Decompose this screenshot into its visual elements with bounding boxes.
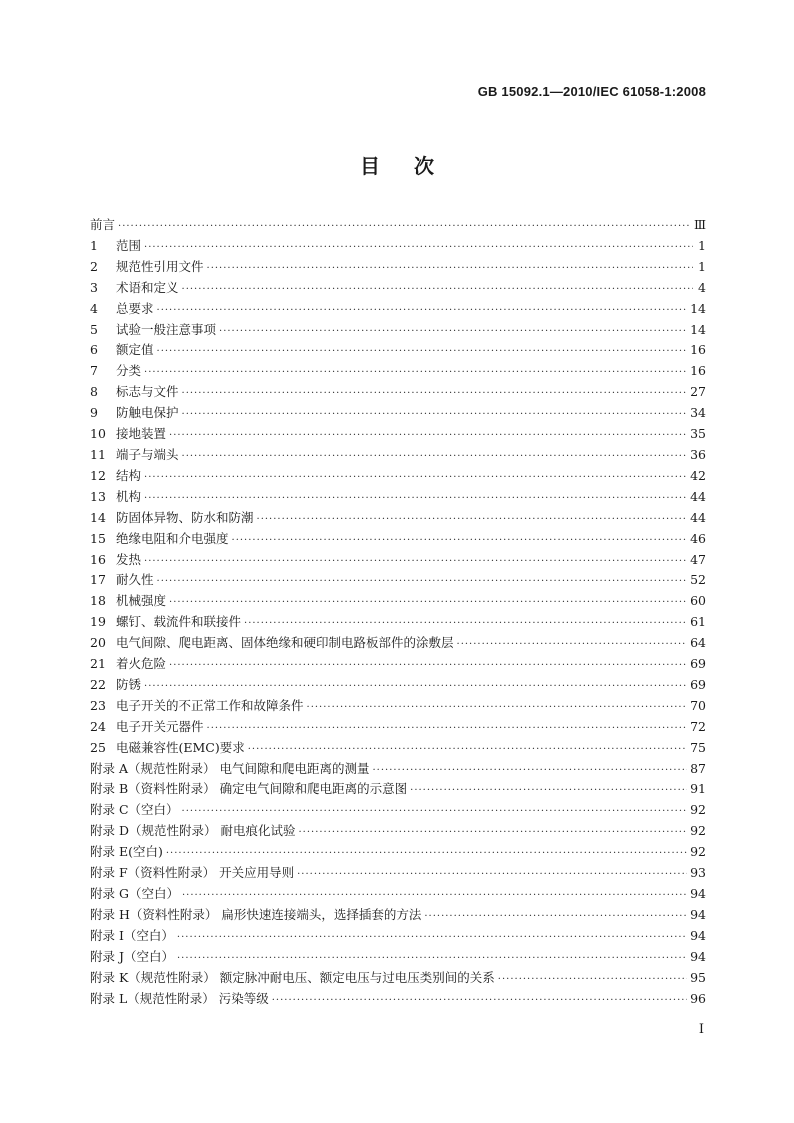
toc-leader-dots bbox=[144, 493, 687, 504]
toc-entry[interactable] bbox=[90, 529, 706, 550]
toc-leader-dots bbox=[307, 702, 688, 713]
toc-entry-number: 12 bbox=[90, 467, 106, 483]
toc-leader-dots bbox=[169, 660, 687, 671]
toc-leader-dots bbox=[182, 284, 693, 295]
toc-leader-dots bbox=[182, 409, 688, 420]
toc-entry-page: 92 bbox=[690, 802, 706, 818]
toc-leader-dots bbox=[219, 326, 687, 337]
toc-leader-dots bbox=[177, 932, 687, 943]
standard-code-header: GB 15092.1—2010/IEC 61058-1:2008 bbox=[477, 84, 706, 99]
toc-entry-number: 17 bbox=[90, 572, 106, 588]
toc-entry-annex[interactable] bbox=[90, 779, 706, 800]
toc-entry-label: 发热 bbox=[116, 551, 142, 567]
toc-entry-page: 42 bbox=[690, 467, 706, 483]
toc-entry-page: 72 bbox=[690, 718, 706, 734]
toc-entry-annex[interactable] bbox=[90, 759, 706, 780]
toc-entry-label: 电气间隙、爬电距离、固体绝缘和硬印制电路板部件的涂敷层 bbox=[116, 635, 454, 651]
toc-entry-number: 14 bbox=[90, 509, 106, 525]
toc-entry[interactable] bbox=[90, 382, 706, 403]
toc-entry-page: 69 bbox=[690, 676, 706, 692]
toc-entry[interactable] bbox=[90, 487, 706, 508]
toc-leader-dots bbox=[182, 806, 688, 817]
toc-leader-dots bbox=[157, 576, 688, 587]
toc-entry-number: 20 bbox=[90, 635, 106, 651]
toc-entry-number: 11 bbox=[90, 446, 106, 462]
toc-leader-dots bbox=[182, 388, 688, 399]
toc-entry-label: 结构 bbox=[116, 467, 142, 483]
toc-entry-label: 电子开关元器件 bbox=[116, 718, 204, 734]
title-char-1: 目 bbox=[360, 154, 380, 178]
toc-entry-label: 附录 F（资料性附录） 开关应用导则 bbox=[90, 865, 295, 881]
toc-entry-page: 44 bbox=[690, 488, 706, 504]
toc-entry-page: 94 bbox=[690, 906, 706, 922]
toc-entry-number: 9 bbox=[90, 405, 98, 421]
toc-entry-label: 电子开关的不正常工作和故障条件 bbox=[116, 697, 304, 713]
toc-entry-label: 额定值 bbox=[116, 342, 154, 358]
toc-entry[interactable] bbox=[90, 424, 706, 445]
toc-leader-dots bbox=[169, 430, 687, 441]
toc-entry[interactable] bbox=[90, 299, 706, 320]
toc-leader-dots bbox=[232, 535, 688, 546]
toc-entry-label: 附录 E(空白) bbox=[90, 844, 163, 860]
toc-entry-page: 91 bbox=[690, 781, 706, 797]
toc-entry-page: 16 bbox=[690, 363, 706, 379]
toc-entry-label: 范围 bbox=[116, 237, 142, 253]
toc-leader-dots bbox=[182, 451, 688, 462]
toc-entry-label: 接地装置 bbox=[116, 426, 167, 442]
toc-leader-dots bbox=[498, 974, 687, 985]
toc-entry-number: 4 bbox=[90, 300, 98, 316]
toc-entry-page: 46 bbox=[690, 530, 706, 546]
toc-entry-number: 13 bbox=[90, 488, 106, 504]
toc-entry-number: 22 bbox=[90, 676, 106, 692]
toc-entry[interactable] bbox=[90, 550, 706, 571]
toc-entry-number: 10 bbox=[90, 426, 106, 442]
table-of-contents bbox=[90, 215, 706, 1009]
toc-entry[interactable] bbox=[90, 340, 706, 361]
toc-leader-dots bbox=[298, 827, 687, 838]
toc-entry-number: 5 bbox=[90, 321, 98, 337]
toc-leader-dots bbox=[144, 556, 687, 567]
toc-leader-dots bbox=[244, 618, 687, 629]
toc-entry-page: 34 bbox=[690, 405, 706, 421]
toc-entry[interactable] bbox=[90, 278, 706, 299]
toc-entry-page: 94 bbox=[690, 886, 706, 901]
toc-entry-number: 7 bbox=[90, 363, 98, 379]
toc-leader-dots bbox=[457, 639, 688, 650]
toc-entry-label: 防锈 bbox=[116, 676, 142, 692]
toc-leader-dots bbox=[177, 953, 687, 964]
toc-entry-page: 16 bbox=[690, 342, 706, 358]
toc-entry-label: 耐久性 bbox=[116, 572, 154, 588]
toc-entry-label: 附录 K（规范性附录） 额定脉冲耐电压、额定电压与过电压类别间的关系 bbox=[90, 969, 495, 985]
toc-entry-page: 96 bbox=[690, 990, 706, 1006]
toc-entry-label: 附录 L（规范性附录） 污染等级 bbox=[90, 990, 269, 1006]
toc-leader-dots bbox=[118, 221, 691, 232]
toc-entry-annex[interactable] bbox=[90, 863, 706, 884]
toc-entry[interactable] bbox=[90, 445, 706, 466]
toc-entry-label: 防触电保护 bbox=[116, 405, 179, 421]
toc-entry-page: 47 bbox=[690, 551, 706, 567]
toc-entry-label: 电磁兼容性(EMC)要求 bbox=[116, 739, 245, 755]
toc-entry-page: 94 bbox=[690, 948, 706, 964]
toc-entry-annex[interactable] bbox=[90, 884, 706, 905]
toc-entry-annex[interactable] bbox=[90, 989, 706, 1010]
toc-leader-dots bbox=[257, 514, 688, 525]
toc-entry-label: 机械强度 bbox=[116, 593, 167, 609]
toc-leader-dots bbox=[182, 890, 687, 901]
toc-entry-annex[interactable] bbox=[90, 947, 706, 968]
toc-entry-label: 总要求 bbox=[116, 300, 154, 316]
toc-entry-label: 机构 bbox=[116, 488, 142, 504]
toc-entry[interactable] bbox=[90, 654, 706, 675]
toc-entry[interactable] bbox=[90, 236, 706, 257]
toc-entry-number: 21 bbox=[90, 656, 106, 672]
toc-leader-dots bbox=[144, 242, 693, 253]
toc-leader-dots bbox=[144, 367, 687, 378]
toc-leader-dots bbox=[248, 744, 687, 755]
toc-entry-annex[interactable] bbox=[90, 968, 706, 989]
toc-entry-page: 60 bbox=[690, 593, 706, 609]
toc-entry-label: 附录 C（空白） bbox=[90, 802, 179, 818]
toc-entry[interactable] bbox=[90, 508, 706, 529]
toc-leader-dots bbox=[207, 723, 688, 734]
toc-entry-page: 1 bbox=[698, 258, 706, 274]
toc-entry-page: 61 bbox=[690, 614, 706, 630]
page-title bbox=[0, 150, 794, 179]
toc-leader-dots bbox=[157, 305, 688, 316]
toc-entry-label: 分类 bbox=[116, 363, 142, 379]
toc-entry-label: 端子与端头 bbox=[116, 446, 179, 462]
toc-entry[interactable] bbox=[90, 717, 706, 738]
toc-entry-page: 92 bbox=[690, 844, 706, 860]
toc-entry-label: 附录 D（规范性附录） 耐电痕化试验 bbox=[90, 823, 296, 839]
toc-entry-annex[interactable] bbox=[90, 842, 706, 863]
toc-leader-dots bbox=[169, 597, 687, 608]
toc-entry-page: 69 bbox=[690, 656, 706, 672]
toc-entry-label: 着火危险 bbox=[116, 656, 167, 672]
toc-entry[interactable] bbox=[90, 633, 706, 654]
toc-entry[interactable] bbox=[90, 570, 706, 591]
toc-entry-number: 16 bbox=[90, 551, 106, 567]
toc-entry-label: 附录 I（空白） bbox=[90, 927, 174, 943]
toc-entry-number: 25 bbox=[90, 739, 106, 755]
toc-entry-label: 附录 B（资料性附录） 确定电气间隙和爬电距离的示意图 bbox=[90, 781, 408, 797]
toc-entry-number: 23 bbox=[90, 697, 106, 713]
toc-entry-page: 1 bbox=[698, 237, 706, 253]
toc-entry-number: 19 bbox=[90, 614, 106, 630]
toc-entry-annex[interactable] bbox=[90, 905, 706, 926]
toc-entry-page: 92 bbox=[690, 823, 706, 839]
toc-leader-dots bbox=[272, 995, 687, 1006]
toc-entry-label: 附录 A（规范性附录） 电气间隙和爬电距离的测量 bbox=[90, 760, 370, 776]
toc-leader-dots bbox=[410, 785, 687, 796]
toc-entry-page: 27 bbox=[690, 384, 706, 400]
toc-entry-page: 94 bbox=[690, 927, 706, 943]
toc-entry-label: 试验一般注意事项 bbox=[116, 321, 217, 337]
toc-entry-page: 87 bbox=[690, 760, 706, 776]
toc-entry-page: Ⅲ bbox=[693, 217, 706, 232]
toc-entry[interactable] bbox=[90, 361, 706, 382]
toc-entry[interactable] bbox=[90, 403, 706, 424]
toc-entry-label: 术语和定义 bbox=[116, 279, 179, 295]
title-char-2: 次 bbox=[414, 154, 434, 178]
toc-leader-dots bbox=[372, 765, 687, 776]
toc-entry-foreword[interactable] bbox=[90, 215, 706, 236]
page-number: I bbox=[698, 1022, 704, 1037]
toc-entry-number: 24 bbox=[90, 718, 106, 734]
toc-leader-dots bbox=[157, 346, 688, 357]
toc-entry[interactable] bbox=[90, 738, 706, 759]
toc-entry-number: 6 bbox=[90, 342, 98, 358]
toc-entry-label: 螺钉、载流件和联接件 bbox=[116, 614, 242, 630]
toc-entry-number: 2 bbox=[90, 258, 98, 274]
toc-entry-number: 15 bbox=[90, 530, 106, 546]
toc-leader-dots bbox=[166, 848, 687, 859]
toc-entry-page: 36 bbox=[690, 446, 706, 462]
toc-entry[interactable] bbox=[90, 257, 706, 278]
toc-entry-page: 64 bbox=[690, 635, 706, 651]
toc-entry-number: 1 bbox=[90, 237, 98, 253]
toc-entry-page: 4 bbox=[698, 279, 706, 295]
toc-entry-page: 95 bbox=[690, 969, 706, 985]
toc-entry-annex[interactable] bbox=[90, 926, 706, 947]
toc-leader-dots bbox=[207, 263, 693, 274]
toc-entry-label: 前言 bbox=[90, 217, 116, 232]
toc-entry-page: 35 bbox=[690, 426, 706, 442]
toc-entry-label: 附录 H（资料性附录） 扁形快速连接端头，选择插套的方法 bbox=[90, 906, 422, 922]
toc-entry-annex[interactable] bbox=[90, 821, 706, 842]
toc-entry-page: 93 bbox=[690, 865, 706, 881]
toc-entry-label: 绝缘电阻和介电强度 bbox=[116, 530, 229, 546]
toc-entry-number: 18 bbox=[90, 593, 106, 609]
toc-leader-dots bbox=[424, 911, 687, 922]
toc-entry-page: 14 bbox=[690, 321, 706, 337]
toc-entry-label: 规范性引用文件 bbox=[116, 258, 204, 274]
toc-leader-dots bbox=[297, 869, 687, 880]
toc-entry-label: 附录 J（空白） bbox=[90, 948, 174, 964]
toc-entry-label: 防固体异物、防水和防潮 bbox=[116, 509, 254, 525]
toc-entry[interactable] bbox=[90, 320, 706, 341]
toc-entry-page: 75 bbox=[690, 739, 706, 755]
toc-entry-page: 52 bbox=[690, 572, 706, 588]
toc-entry-label: 附录 G（空白） bbox=[90, 886, 179, 901]
toc-entry-page: 70 bbox=[690, 697, 706, 713]
toc-leader-dots bbox=[144, 681, 687, 692]
toc-entry-page: 14 bbox=[690, 300, 706, 316]
toc-entry[interactable] bbox=[90, 591, 706, 612]
toc-entry[interactable] bbox=[90, 466, 706, 487]
toc-entry-number: 8 bbox=[90, 384, 98, 400]
toc-entry[interactable] bbox=[90, 612, 706, 633]
toc-entry-page: 44 bbox=[690, 509, 706, 525]
toc-entry[interactable] bbox=[90, 696, 706, 717]
toc-entry-annex[interactable] bbox=[90, 800, 706, 821]
toc-leader-dots bbox=[144, 472, 687, 483]
toc-entry[interactable] bbox=[90, 675, 706, 696]
toc-entry-number: 3 bbox=[90, 279, 98, 295]
toc-entry-label: 标志与文件 bbox=[116, 384, 179, 400]
